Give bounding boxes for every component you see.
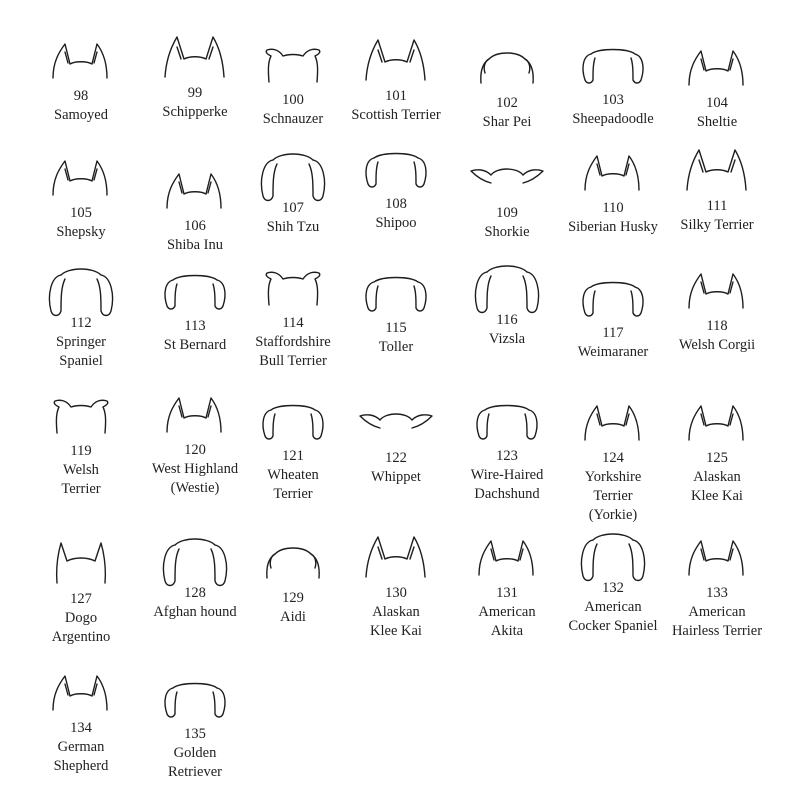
- breed-number: 116: [496, 312, 518, 328]
- breed-number: 135: [184, 726, 206, 742]
- breed-name: Shorkie: [484, 224, 530, 240]
- breed-number: 118: [706, 318, 728, 334]
- breed-number: 105: [70, 205, 92, 221]
- side-ears-icon: [334, 400, 458, 448]
- breed-name: Schipperke: [162, 104, 228, 120]
- breed-name: American Cocker Spaniel: [568, 599, 658, 634]
- breed-name: Wire-Haired Dachshund: [470, 467, 544, 502]
- breed-name: Alaskan Klee Kai: [370, 604, 422, 639]
- breed-name: Golden Retriever: [168, 745, 222, 780]
- breed-name: Shipoo: [375, 215, 417, 231]
- breed-item: [19, 265, 143, 371]
- breed-name: Shiba Inu: [167, 237, 223, 253]
- breed-item: [655, 535, 779, 641]
- breed-name: Shih Tzu: [266, 219, 320, 235]
- breed-name: St Bernard: [163, 337, 227, 353]
- breed-name: German Shepherd: [53, 739, 109, 774]
- breed-item: [19, 670, 143, 776]
- erect-ears-icon: [655, 268, 779, 316]
- breed-name: American Hairless Terrier: [671, 604, 763, 639]
- breed-number: 125: [706, 450, 728, 466]
- breed-name: Dogo Argentino: [51, 610, 111, 645]
- breed-name: Welsh Terrier: [61, 462, 101, 497]
- breed-item: [334, 400, 458, 487]
- breed-name: Silky Terrier: [680, 217, 754, 233]
- breed-number: 112: [70, 315, 92, 331]
- breed-item: [334, 146, 458, 233]
- breed-number: 113: [184, 318, 206, 334]
- cropped-ears-icon: [19, 541, 143, 589]
- breed-name: Yorkshire Terrier (Yorkie): [584, 469, 642, 523]
- erect-ears-icon: [655, 400, 779, 448]
- breed-name: Toller: [378, 339, 414, 355]
- breed-number: 124: [602, 450, 624, 466]
- breed-name: Siberian Husky: [568, 219, 658, 235]
- pointed-ears-icon: [334, 38, 458, 86]
- breed-number: 133: [706, 585, 728, 601]
- breed-number: 115: [385, 320, 407, 336]
- breed-number: 128: [184, 585, 206, 601]
- pointed-ears-icon: [655, 148, 779, 196]
- breed-item: [19, 38, 143, 125]
- breed-number: 98: [73, 88, 89, 104]
- breed-name: Weimaraner: [577, 344, 649, 360]
- breed-number: 109: [496, 205, 518, 221]
- breed-number: 129: [282, 590, 304, 606]
- breed-item: [655, 45, 779, 132]
- breed-name: West Highland (Westie): [151, 461, 239, 496]
- breed-number: 120: [184, 442, 206, 458]
- breed-name: Shar Pei: [482, 114, 532, 130]
- breed-name: American Akita: [478, 604, 536, 639]
- drop-ears-icon: [133, 676, 257, 724]
- erect-ears-icon: [655, 535, 779, 583]
- long-drop-ears-icon: [19, 265, 143, 313]
- breed-number: 119: [70, 443, 92, 459]
- breed-item: [655, 400, 779, 506]
- breed-name: Afghan hound: [153, 604, 237, 620]
- breed-item: [334, 270, 458, 357]
- breed-number: 108: [385, 196, 407, 212]
- breed-name: Staffordshire Bull Terrier: [255, 334, 331, 369]
- erect-ears-icon: [655, 45, 779, 93]
- breed-name: Sheltie: [696, 114, 738, 130]
- breed-item: [655, 268, 779, 355]
- breed-name: Aidi: [280, 609, 306, 625]
- breed-name: Alaskan Klee Kai: [691, 469, 743, 504]
- breed-number: 131: [496, 585, 518, 601]
- drop-ears-icon: [334, 270, 458, 318]
- breed-name: Vizsla: [488, 331, 526, 347]
- breed-number: 103: [602, 92, 624, 108]
- drop-ears-icon: [334, 146, 458, 194]
- breed-number: 123: [496, 448, 518, 464]
- breed-number: 117: [602, 325, 624, 341]
- breed-name: Sheepadoodle: [572, 111, 654, 127]
- breed-number: 111: [706, 198, 728, 214]
- breed-name: Scottish Terrier: [351, 107, 441, 123]
- breed-name: Whippet: [371, 469, 421, 485]
- breed-name: Samoyed: [54, 107, 108, 123]
- breed-number: 132: [602, 580, 624, 596]
- breed-number: 104: [706, 95, 728, 111]
- folded-ears-icon: [19, 393, 143, 441]
- breed-item: [19, 393, 143, 499]
- breed-number: 107: [282, 200, 304, 216]
- breed-name: Shepsky: [56, 224, 106, 240]
- breed-item: [655, 148, 779, 235]
- erect-ears-icon: [19, 38, 143, 86]
- breed-name: Welsh Corgii: [678, 337, 756, 353]
- breed-number: 122: [385, 450, 407, 466]
- breed-number: 102: [496, 95, 518, 111]
- breed-item: [19, 541, 143, 647]
- breed-number: 101: [385, 88, 407, 104]
- breed-number: 121: [282, 448, 304, 464]
- breed-number: 130: [385, 585, 407, 601]
- breed-item: [19, 155, 143, 242]
- breed-item: [334, 535, 458, 641]
- erect-ears-icon: [19, 670, 143, 718]
- breed-item: [133, 676, 257, 782]
- pointed-ears-icon: [334, 535, 458, 583]
- breed-number: 100: [282, 92, 304, 108]
- breed-number: 134: [70, 720, 92, 736]
- breed-number: 110: [602, 200, 624, 216]
- breed-name: Springer Spaniel: [56, 334, 106, 369]
- breed-number: 114: [282, 315, 304, 331]
- breed-number: 99: [187, 85, 203, 101]
- breed-name: Schnauzer: [262, 111, 324, 127]
- breed-name: Wheaten Terrier: [267, 467, 319, 502]
- breed-item: [334, 38, 458, 125]
- breed-number: 127: [70, 591, 92, 607]
- breed-number: 106: [184, 218, 206, 234]
- erect-ears-icon: [19, 155, 143, 203]
